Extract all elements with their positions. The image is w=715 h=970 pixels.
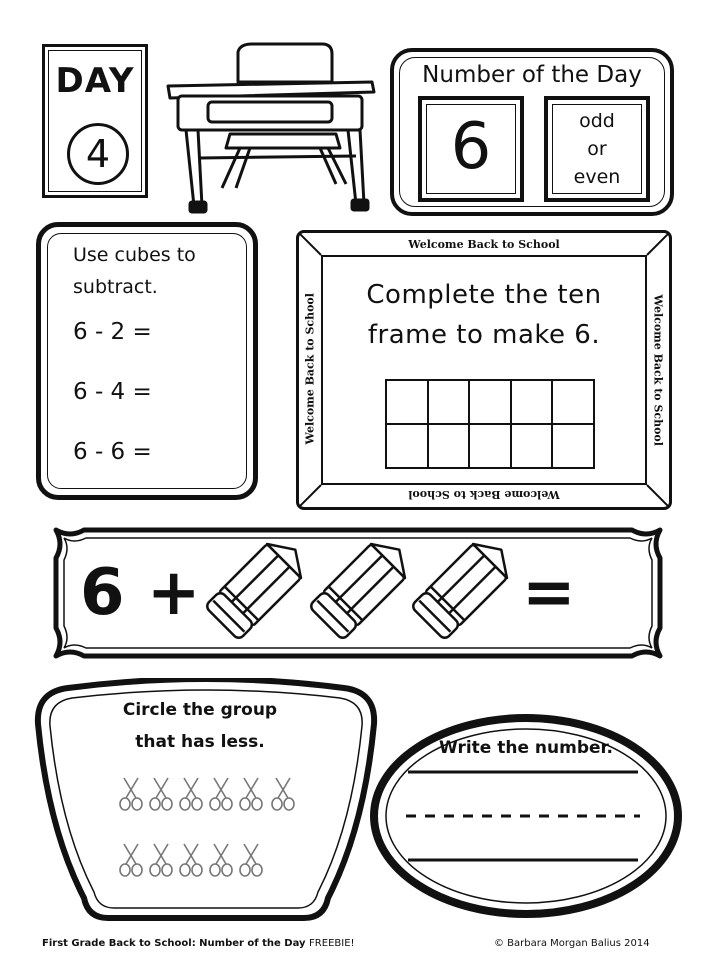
- footer-copyright: © Barbara Morgan Balius 2014: [494, 938, 650, 949]
- equation-2: 6 - 4 =: [73, 379, 152, 405]
- footer-freebie: FREEBIE!: [309, 938, 355, 949]
- addition-expression: 6 +: [80, 556, 201, 630]
- number-box: [418, 96, 524, 202]
- ten-frame-cell[interactable]: [511, 380, 553, 424]
- scissors-icon: [178, 776, 204, 812]
- school-desk-icon: [160, 38, 380, 220]
- ten-frame-panel: [321, 255, 647, 485]
- number-of-the-day-card: [390, 48, 674, 216]
- ten-frame-grid: [385, 379, 595, 469]
- subtract-instruction-line1: Use cubes to: [73, 244, 196, 266]
- scissors-icon: [270, 776, 296, 812]
- ten-frame-cell[interactable]: [469, 380, 511, 424]
- ten-frame-title-line2: frame to make 6.: [367, 320, 601, 350]
- odd-label: odd: [579, 110, 615, 132]
- scissors-icon: [238, 842, 264, 878]
- number-of-the-day-title: Number of the Day: [422, 62, 642, 88]
- ten-frame-cell[interactable]: [386, 424, 428, 468]
- ten-frame-cell[interactable]: [386, 380, 428, 424]
- border-text-right: Welcome Back to School: [651, 294, 665, 446]
- pencil-icon: [304, 540, 414, 640]
- circle-group-title-line1: Circle the group: [122, 700, 278, 720]
- border-text-left: Welcome Back to School: [303, 293, 317, 445]
- footer-title: [42, 938, 355, 949]
- scissors-icon: [178, 842, 204, 878]
- border-text-bottom: Welcome Back to School: [408, 488, 560, 501]
- circle-group-title-line2: that has less.: [135, 732, 265, 752]
- or-label: or: [587, 138, 607, 160]
- subtract-card: [36, 222, 258, 500]
- scissors-icon: [148, 842, 174, 878]
- ten-frame-title: [323, 275, 645, 355]
- scissors-icon: [118, 842, 144, 878]
- even-label: even: [573, 166, 621, 188]
- day-label: DAY: [55, 61, 135, 101]
- ten-frame-cell[interactable]: [428, 380, 470, 424]
- write-number-title: Write the number.: [439, 738, 613, 758]
- pencil-icon: [406, 540, 516, 640]
- ten-frame-cell[interactable]: [552, 424, 594, 468]
- equals-sign: =: [522, 556, 576, 630]
- pencil-icon: [200, 540, 310, 640]
- odd-or-even-box: [544, 96, 650, 202]
- ten-frame-cell[interactable]: [511, 424, 553, 468]
- footer-title-text: First Grade Back to School: Number of the Day: [42, 938, 310, 949]
- day-number-circle: 4: [67, 123, 129, 185]
- scissors-icon: [208, 776, 234, 812]
- scissors-icon: [148, 776, 174, 812]
- equation-3: 6 - 6 =: [73, 439, 152, 465]
- border-text-top: Welcome Back to School: [408, 238, 560, 251]
- ten-frame-cell[interactable]: [469, 424, 511, 468]
- ten-frame-cell[interactable]: [428, 424, 470, 468]
- ten-frame-cell[interactable]: [552, 380, 594, 424]
- ten-frame-poster: [296, 230, 672, 510]
- equation-1: 6 - 2 =: [73, 319, 152, 345]
- circle-group-title: [100, 694, 300, 758]
- scissors-icon: [208, 842, 234, 878]
- subtract-instruction-line2: subtract.: [73, 276, 158, 298]
- subtract-instruction: [73, 239, 233, 303]
- scissors-icon: [238, 776, 264, 812]
- ten-frame-title-line1: Complete the ten: [366, 280, 602, 310]
- scissors-icon: [118, 776, 144, 812]
- day-card: [42, 44, 148, 198]
- number-value: 6: [450, 110, 492, 184]
